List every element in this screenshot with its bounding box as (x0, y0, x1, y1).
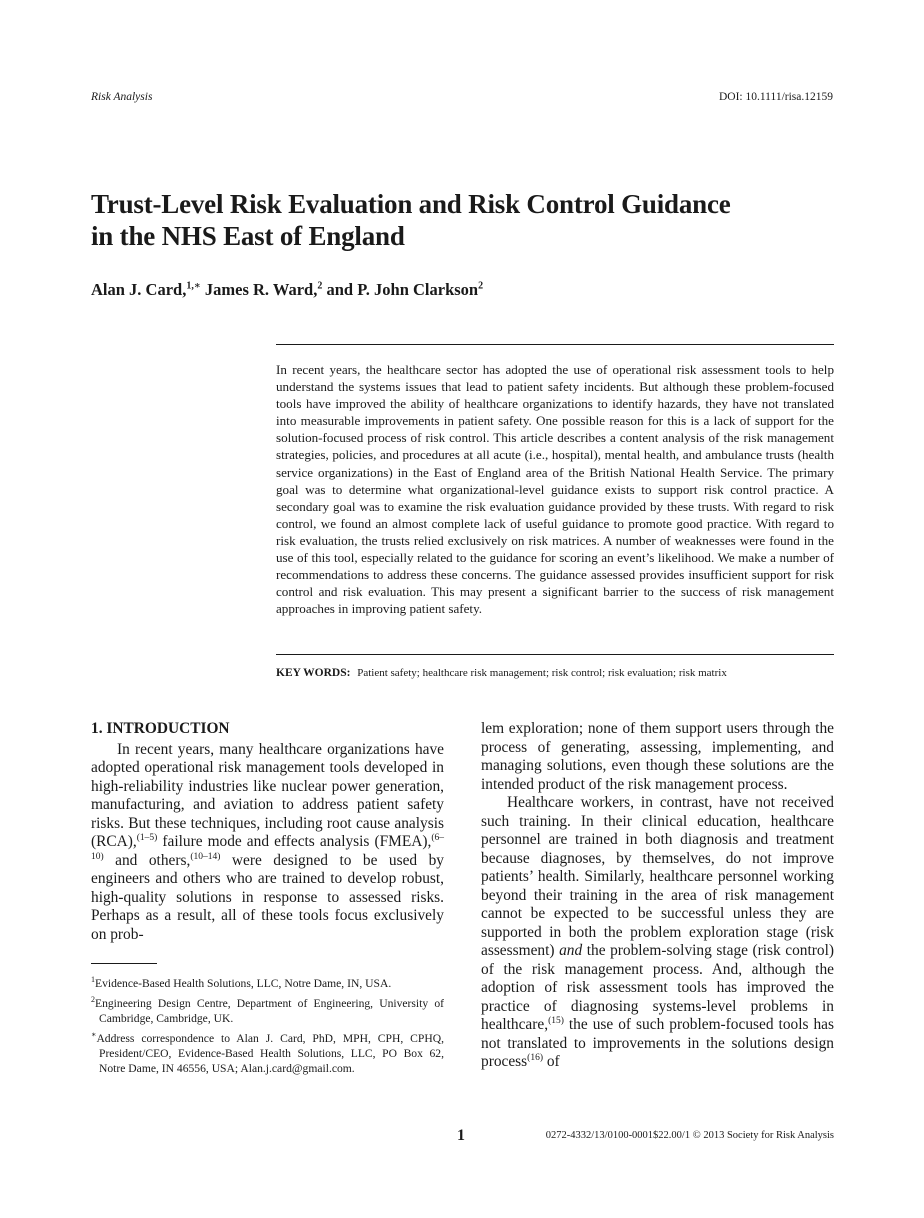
author-affiliation-mark: 2 (478, 280, 484, 292)
author-affiliation-mark: 1,∗ (186, 280, 201, 292)
body-text: the problem-solving stage (risk control) of the risk management process. And, although the adoption of risk assessment tools has improved the practice of diagnosing systems-level problems in healthcare, (481, 942, 834, 1033)
body-text: were designed to be used by engineers and others who are trained to develop robust, high-quality solutions in response to assessed risks. Perhaps as a result, all of these tools focus exclusively on prob- (91, 851, 444, 943)
footnote (91, 992, 444, 1026)
body-paragraph (91, 741, 444, 945)
title-line-1: Trust-Level Risk Evaluation and Risk Control Guidance (91, 189, 731, 219)
emphasis-text: and (559, 942, 583, 959)
running-head (91, 91, 833, 107)
body-text: of (543, 1053, 560, 1070)
page-footer (91, 1127, 834, 1147)
body-text: the use of such problem-focused tools has not translated to improvements in the solutions design process (481, 1016, 834, 1070)
keywords (276, 667, 846, 679)
section-heading: 1. INTRODUCTION (91, 720, 230, 737)
footnote (91, 1027, 444, 1076)
keywords-label: KEY WORDS: (276, 667, 351, 679)
citation: (10–14) (190, 851, 221, 862)
citation: (1–5) (136, 832, 158, 843)
author-name: Alan J. Card, (91, 280, 187, 299)
footnote-text: Engineering Design Centre, Department of Engineering, University of Cambridge, Cambridge, UK. (95, 996, 444, 1025)
article-title (91, 188, 851, 252)
author-affiliation-mark: 2 (317, 280, 323, 292)
body-text: Healthcare workers, in contrast, have not received such training. In their clinical education, healthcare personnel are trained in both diagnosis and treatment because diagnoses, by themselves, do not improve patients’ health. Similarly, healthcare personnel working beyond their training in the area of risk management cannot be expected to be successful unless they are supported in both the problem exploration stage (risk assessment) (481, 794, 834, 959)
footnotes (91, 972, 444, 1077)
footnote-mark: 2 (91, 994, 95, 1004)
page-number: 1 (457, 1127, 465, 1144)
footnote-text: Evidence-Based Health Solutions, LLC, Notre Dame, IN, USA. (95, 976, 392, 990)
body-paragraph: lem exploration; none of them support users through the process of generating, assessing, implementing, and managing solutions, even though these solutions are the intended product of the risk management process. (481, 720, 834, 793)
journal-name: Risk Analysis (91, 91, 153, 103)
left-column (91, 720, 444, 944)
doi: DOI: 10.1111/risa.12159 (718, 91, 833, 103)
right-column (481, 720, 834, 1072)
abstract-top-rule (276, 344, 834, 345)
footnote-text: Address correspondence to Alan J. Card, PhD, MPH, CPH, CPHQ, President/CEO, Evidence-Based Health Solutions, LLC, PO Box 62, Notre Dame, IN 46556, USA; Alan.j.card@gmail.com. (96, 1031, 444, 1075)
citation: (6–10) (91, 832, 444, 862)
body-text: failure mode and effects analysis (FMEA), (157, 833, 432, 850)
author-name: and P. John Clarkson (326, 280, 479, 299)
body-text: In recent years, many healthcare organizations have adopted operational risk management tools developed in high-reliability industries like nuclear power generation, manufacturing, and aviation to address patient safety risks. But these techniques, including root cause analysis (RCA), (91, 740, 444, 850)
keywords-text: Patient safety; healthcare risk management; risk control; risk evaluation; risk matrix (357, 667, 727, 679)
citation: (16) (527, 1052, 543, 1063)
abstract: In recent years, the healthcare sector has adopted the use of operational risk assessment tools to help understand the systems issues that lead to patient safety incidents. But although these problem-focused tools have improved the ability of healthcare organizations to identify hazards, they have not translated into measurable improvements in patient safety. One possible reason for this is a lack of support for the solution-focused process of risk control. This article describes a content analysis of the risk management strategies, policies, and procedures at all acute (i.e., hospital), mental health, and ambulance trusts (health service organizations) in the East of England area of the British National Health Service. The primary goal was to determine what organizational-level guidance exists to support risk control practice. A secondary goal was to examine the risk evaluation guidance provided by these trusts. With regard to risk control, we found an almost complete lack of useful guidance to promote good practice. With regard to risk evaluation, the trusts relied exclusively on risk matrices. A number of weaknesses were found in the use of this tool, especially related to the guidance for scoring an event’s likelihood. We make a number of recommendations to address these concerns. The guidance assessed provides insufficient support for risk control and risk evaluation. This may present a significant barrier to the success of risk management approaches in improving patient safety. (276, 362, 834, 617)
copyright-line: 0272-4332/13/0100-0001$22.00/1 © 2013 Society for Risk Analysis (545, 1130, 834, 1141)
abstract-bottom-rule (276, 654, 834, 655)
footnote-mark: ∗ (91, 1029, 97, 1039)
author-name: James R. Ward, (204, 280, 318, 299)
footnote-mark: 1 (91, 975, 95, 984)
body-paragraph (481, 794, 834, 1072)
title-line-2: in the NHS East of England (91, 221, 405, 251)
body-text: and others, (103, 851, 191, 869)
author-list (91, 280, 483, 300)
footnote (91, 972, 444, 991)
footnote-rule (91, 963, 157, 964)
citation: (15) (548, 1015, 564, 1026)
